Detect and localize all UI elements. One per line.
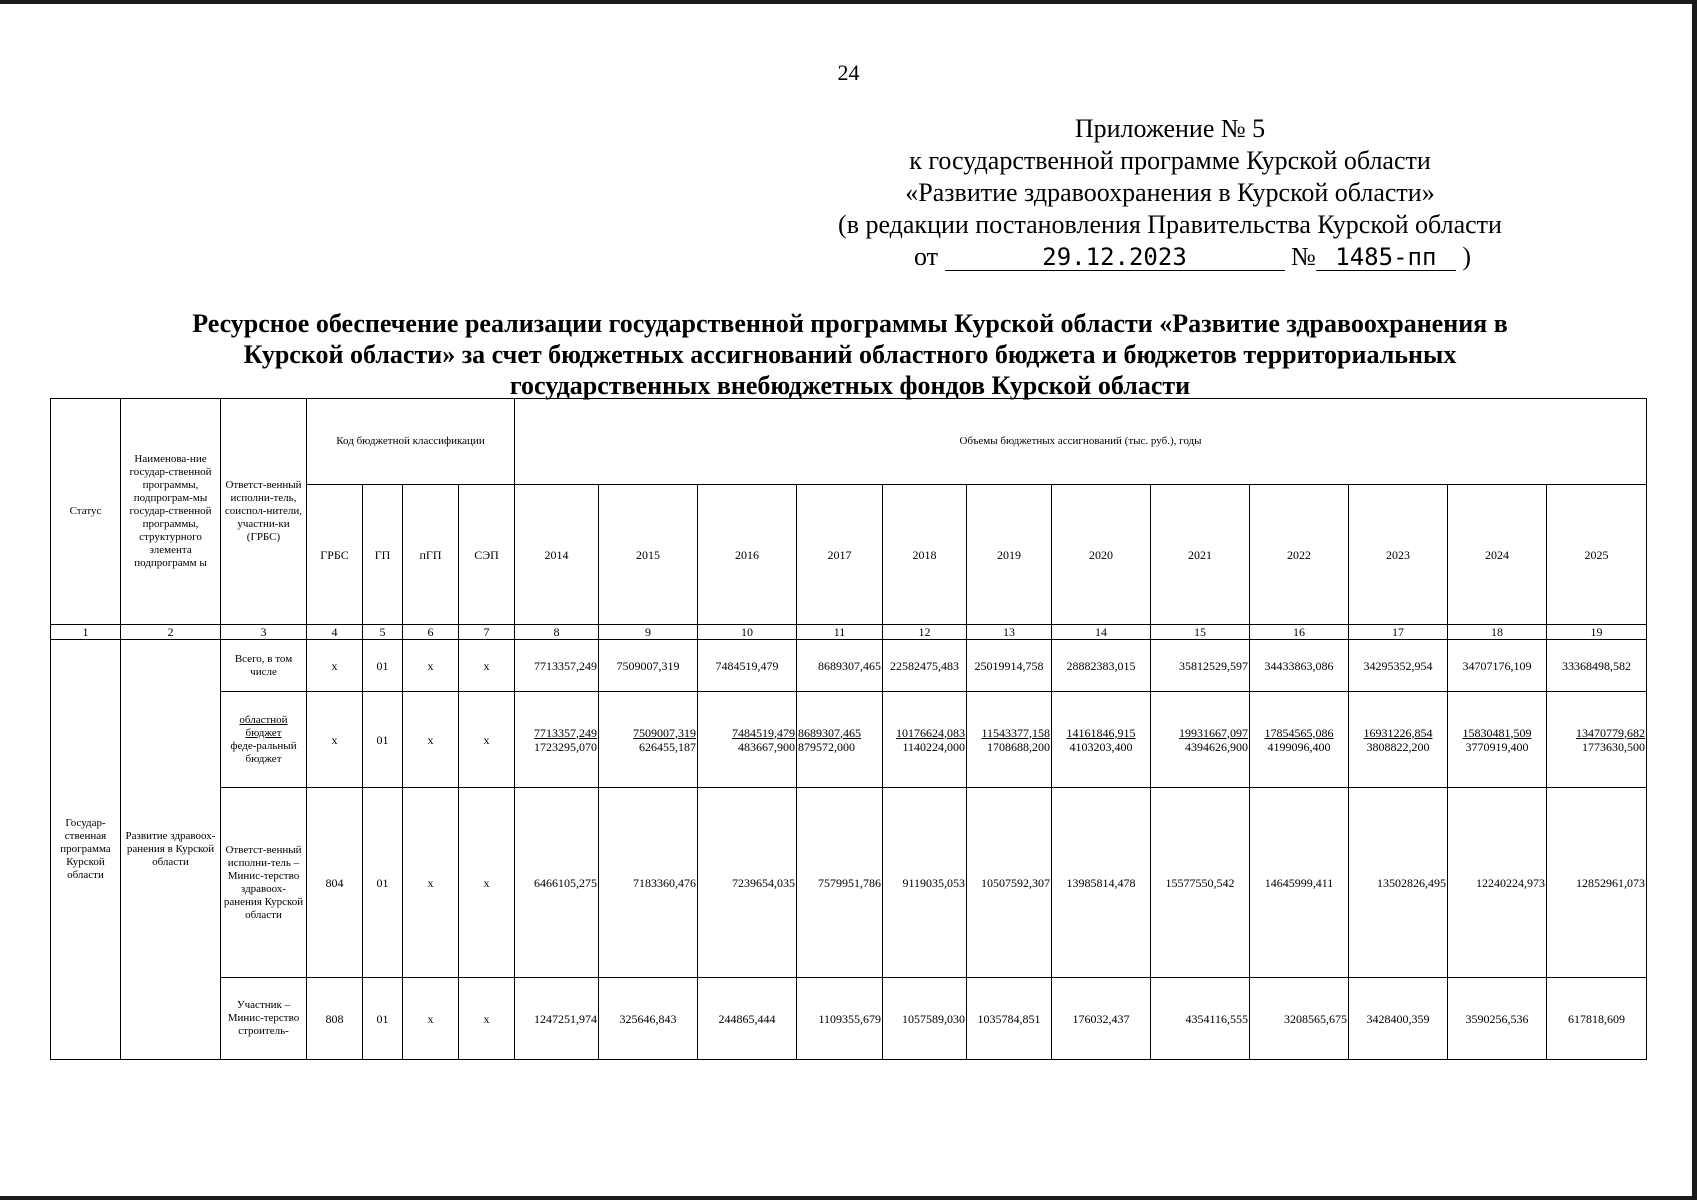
header-year: 2021 <box>1151 485 1250 625</box>
code-cell: x <box>307 640 363 692</box>
code-cell: x <box>459 692 515 788</box>
number-label: № <box>1291 242 1316 271</box>
column-number: 1 <box>51 625 121 640</box>
header-year: 2022 <box>1250 485 1349 625</box>
code-cell: x <box>403 640 459 692</box>
table-row-total <box>51 640 1647 692</box>
header-responsible: Ответст-венный исполни-тель, соиспол-нители, участни-ки (ГРБС) <box>221 399 307 625</box>
title-line-1: Ресурсное обеспечение реализации государственной программы Курской области «Развитие здравоохранения в <box>192 309 1508 338</box>
value-cell: 13502826,495 <box>1349 788 1448 978</box>
appendix-line-1: Приложение № 5 <box>1074 114 1266 143</box>
value-cell: 7579951,786 <box>797 788 883 978</box>
table-row-ministry-construction <box>51 978 1647 1060</box>
regional-value: 14161846,915 <box>1066 725 1136 740</box>
header-volumes-group: Объемы бюджетных ассигнований (тыс. руб.), годы <box>515 399 1647 485</box>
regional-value: 11543377,158 <box>981 725 1050 740</box>
federal-value: 879572,000 <box>798 739 855 754</box>
value-cell: 33368498,582 <box>1547 640 1647 692</box>
header-year: 2018 <box>883 485 967 625</box>
value-cell: 15577550,542 <box>1151 788 1250 978</box>
value-cell: 13985814,478 <box>1052 788 1151 978</box>
appendix-line-3: «Развитие здравоохранения в Курской области» <box>905 178 1435 207</box>
federal-budget-label: феде-ральный бюджет <box>230 739 297 765</box>
value-cell: 1057589,030 <box>883 978 967 1060</box>
value-cell <box>883 692 967 788</box>
value-cell: 176032,437 <box>1052 978 1151 1060</box>
regional-value: 17854565,086 <box>1264 725 1334 740</box>
column-number: 8 <box>515 625 599 640</box>
value-cell: 617818,609 <box>1547 978 1647 1060</box>
value-cell <box>1052 692 1151 788</box>
code-cell: x <box>459 640 515 692</box>
regional-value: 7484519,479 <box>732 725 795 740</box>
value-cell <box>515 692 599 788</box>
value-cell: 244865,444 <box>698 978 797 1060</box>
federal-value: 1708688,200 <box>987 739 1050 754</box>
scan-edge-bottom <box>0 1196 1697 1200</box>
scan-edge-right <box>1692 0 1697 1200</box>
column-number: 16 <box>1250 625 1349 640</box>
table-row-budget-split <box>51 692 1647 788</box>
value-cell <box>599 692 698 788</box>
value-cell: 9119035,053 <box>883 788 967 978</box>
regional-value: 13470779,682 <box>1576 725 1645 740</box>
value-cell: 8689307,465 <box>797 640 883 692</box>
code-cell: 01 <box>363 788 403 978</box>
column-number: 11 <box>797 625 883 640</box>
value-cell: 3428400,359 <box>1349 978 1448 1060</box>
value-cell: 7183360,476 <box>599 788 698 978</box>
resolution-number: 1485-пп <box>1316 244 1456 271</box>
responsible-cell: Участник – Минис-терство строитель- <box>221 978 307 1060</box>
value-cell: 7484519,479 <box>698 640 797 692</box>
column-number: 9 <box>599 625 698 640</box>
value-cell: 34707176,109 <box>1448 640 1547 692</box>
value-cell: 35812529,597 <box>1151 640 1250 692</box>
code-cell: 01 <box>363 978 403 1060</box>
code-cell: x <box>403 692 459 788</box>
document-title <box>40 308 1660 401</box>
federal-value: 483667,900 <box>738 739 795 754</box>
appendix-line-2: к государственной программе Курской области <box>909 146 1431 175</box>
from-label: от <box>914 242 939 271</box>
table-row-ministry-health <box>51 788 1647 978</box>
regional-value: 7713357,249 <box>534 725 597 740</box>
regional-value: 10176624,083 <box>896 725 965 740</box>
value-cell: 6466105,275 <box>515 788 599 978</box>
responsible-cell <box>221 692 307 788</box>
code-cell: x <box>307 692 363 788</box>
value-cell: 4354116,555 <box>1151 978 1250 1060</box>
value-cell <box>1547 692 1647 788</box>
value-cell: 7713357,249 <box>515 640 599 692</box>
header-year: 2017 <box>797 485 883 625</box>
header-code-sep: СЭП <box>459 485 515 625</box>
value-cell <box>1349 692 1448 788</box>
value-cell: 12852961,073 <box>1547 788 1647 978</box>
title-line-2: Курской области» за счет бюджетных ассигнований областного бюджета и бюджетов территориальных <box>243 340 1457 369</box>
value-cell: 1035784,851 <box>967 978 1052 1060</box>
appendix-line-4: (в редакции постановления Правительства Курской области <box>838 210 1502 239</box>
column-number: 7 <box>459 625 515 640</box>
header-year: 2024 <box>1448 485 1547 625</box>
page-number: 24 <box>837 60 860 85</box>
value-cell: 28882383,015 <box>1052 640 1151 692</box>
code-cell: x <box>403 788 459 978</box>
federal-value: 1773630,500 <box>1582 739 1645 754</box>
federal-value: 4394626,900 <box>1185 739 1248 754</box>
header-year: 2014 <box>515 485 599 625</box>
value-cell: 7509007,319 <box>599 640 698 692</box>
column-number: 6 <box>403 625 459 640</box>
header-year: 2019 <box>967 485 1052 625</box>
header-code-gp: ГП <box>363 485 403 625</box>
federal-value: 1140224,000 <box>902 739 965 754</box>
code-cell: 804 <box>307 788 363 978</box>
title-line-3: государственных внебюджетных фондов Курской области <box>509 371 1191 400</box>
header-year: 2025 <box>1547 485 1647 625</box>
scan-edge-top <box>0 0 1697 4</box>
column-number: 10 <box>698 625 797 640</box>
header-name: Наименова-ние государ-ственной программы, подпрограм-мы государ-ственной программы, структурного элемента подпрограмм ы <box>121 399 221 625</box>
column-number: 5 <box>363 625 403 640</box>
value-cell: 325646,843 <box>599 978 698 1060</box>
value-cell <box>967 692 1052 788</box>
value-cell: 7239654,035 <box>698 788 797 978</box>
responsible-cell: Ответст-венный исполни-тель – Минис-терство здравоох-ранения Курской области <box>221 788 307 978</box>
appendix-header <box>770 113 1570 273</box>
value-cell: 22582475,483 <box>883 640 967 692</box>
value-cell <box>1151 692 1250 788</box>
program-name-cell: Развитие здравоох-ранения в Курской области <box>121 640 221 1060</box>
header-code-grbs: ГРБС <box>307 485 363 625</box>
code-cell: 01 <box>363 692 403 788</box>
code-cell: 01 <box>363 640 403 692</box>
column-number: 15 <box>1151 625 1250 640</box>
value-cell: 14645999,411 <box>1250 788 1349 978</box>
value-cell: 12240224,973 <box>1448 788 1547 978</box>
federal-value: 4103203,400 <box>1069 739 1133 754</box>
header-year: 2023 <box>1349 485 1448 625</box>
value-cell <box>1250 692 1349 788</box>
regional-value: 7509007,319 <box>633 725 696 740</box>
column-number: 12 <box>883 625 967 640</box>
code-cell: x <box>403 978 459 1060</box>
value-cell: 3208565,675 <box>1250 978 1349 1060</box>
status-cell: Государ-ственная программа Курской области <box>51 640 121 1060</box>
code-cell: 808 <box>307 978 363 1060</box>
column-number-row <box>51 625 1647 640</box>
value-cell: 34295352,954 <box>1349 640 1448 692</box>
resolution-date: 29.12.2023 <box>945 244 1285 271</box>
federal-value: 1723295,070 <box>534 739 597 754</box>
federal-value: 4199096,400 <box>1267 739 1331 754</box>
code-cell: x <box>459 788 515 978</box>
value-cell: 25019914,758 <box>967 640 1052 692</box>
column-number: 13 <box>967 625 1052 640</box>
close-paren: ) <box>1462 242 1472 271</box>
header-row-1 <box>51 399 1647 485</box>
value-cell <box>797 692 883 788</box>
value-cell <box>1448 692 1547 788</box>
value-cell <box>698 692 797 788</box>
column-number: 19 <box>1547 625 1647 640</box>
federal-value: 626455,187 <box>639 739 696 754</box>
column-number: 17 <box>1349 625 1448 640</box>
header-status: Статус <box>51 399 121 625</box>
column-number: 2 <box>121 625 221 640</box>
column-number: 14 <box>1052 625 1151 640</box>
header-year: 2016 <box>698 485 797 625</box>
column-number: 18 <box>1448 625 1547 640</box>
header-year: 2015 <box>599 485 698 625</box>
column-number: 3 <box>221 625 307 640</box>
value-cell: 1109355,679 <box>797 978 883 1060</box>
regional-budget-label: областной бюджет <box>239 713 288 739</box>
value-cell: 3590256,536 <box>1448 978 1547 1060</box>
code-cell: x <box>459 978 515 1060</box>
responsible-cell: Всего, в том числе <box>221 640 307 692</box>
header-code-pgp: пГП <box>403 485 459 625</box>
regional-value: 15830481,509 <box>1462 725 1532 740</box>
header-code-group: Код бюджетной классификации <box>307 399 515 485</box>
header-year: 2020 <box>1052 485 1151 625</box>
federal-value: 3770919,400 <box>1465 739 1529 754</box>
column-number: 4 <box>307 625 363 640</box>
federal-value: 3808822,200 <box>1366 739 1430 754</box>
value-cell: 34433863,086 <box>1250 640 1349 692</box>
value-cell: 10507592,307 <box>967 788 1052 978</box>
regional-value: 16931226,854 <box>1363 725 1433 740</box>
budget-table <box>50 398 1647 1060</box>
regional-value: 8689307,465 <box>798 725 861 740</box>
value-cell: 1247251,974 <box>515 978 599 1060</box>
regional-value: 19931667,097 <box>1179 725 1248 740</box>
appendix-line-5 <box>770 241 1570 273</box>
